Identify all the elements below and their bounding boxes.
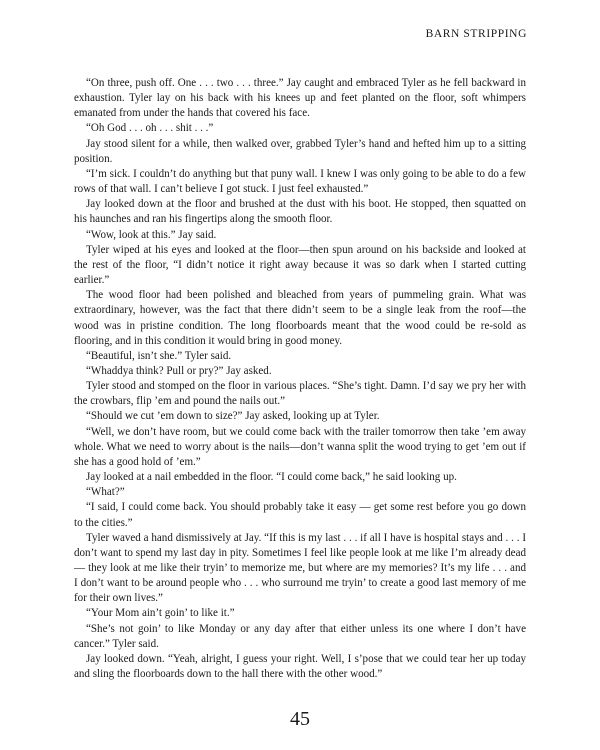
paragraph: “Should we cut ’em down to size?” Jay asked, looking up at Tyler.	[86, 410, 380, 423]
paragraph: “Your Mom ain’t goin’ to like it.”	[86, 607, 235, 620]
paragraph: Jay stood silent for a while, then walked over, grabbed Tyler’s hand and hefted him up to a sitting position.	[74, 137, 526, 165]
paragraph: “Oh God . . . oh . . . shit . . .”	[86, 122, 214, 135]
paragraph: Tyler wiped at his eyes and looked at the floor—then spun around on his backside and looked at the rest of the floor, “I didn’t notice it right away because it was so dark when I started cutting earlier.”	[74, 243, 526, 287]
paragraph: “Whaddya think? Pull or pry?” Jay asked.	[86, 364, 272, 377]
paragraph: Jay looked down. “Yeah, alright, I guess your right. Well, I s’pose that we could tear her up today and sling the floorboards down to the hall there with the other wood.”	[74, 652, 526, 681]
paragraph: The wood floor had been polished and bleached from years of pummeling grain. What was extraordinary, however, was the fact that there didn’t seem to be a single leak from the roof—the wood was in pristine condition. The long floorboards meant that the wood could be re-sold as flooring, and in this condition it would bring in good money.	[74, 289, 526, 347]
paragraph: “Beautiful, isn’t she.” Tyler said.	[86, 349, 232, 362]
paragraph: Tyler stood and stomped on the floor in various places. “She’s tight. Damn. I’d say we pry her with the crowbars, flip ’em and pound the nails out.”	[74, 380, 526, 408]
page-number: 45	[290, 708, 310, 730]
paragraph: “Wow, look at this.” Jay said.	[86, 228, 217, 241]
body-text	[74, 76, 526, 682]
paragraph: Jay looked down at the floor and brushed at the dust with his boot. He stopped, then squatted on his haunches and ran his fingertips along the smooth floor.	[74, 198, 526, 226]
paragraph: Tyler waved a hand dismissively at Jay. “If this is my last . . . if all I have is hospital stays and . . . I don’t want to spend my last day in pity. Sometimes I feel like people look at me like I’m already dead — they look at me like their tryin’ to memorize me, but where are my memories? It’s my life . . . and I don’t want to be around people who . . . who surround me tryin’ to create a good last memory of me for their own lives.”	[74, 531, 526, 605]
paragraph: Jay looked at a nail embedded in the floor. “I could come back,” he said looking up.	[86, 471, 457, 484]
paragraph: “I’m sick. I couldn’t do anything but that puny wall. I knew I was only going to be able to do a few rows of that wall. I can’t believe I got stuck. I just feel exhausted.”	[74, 167, 526, 196]
paragraph: “Well, we don’t have room, but we could come back with the trailer tomorrow then take ’em away whole. What we need to worry about is the nails—don’t wanna split the wood trying to get ’em out if she has a good hold of ’em.”	[74, 425, 526, 468]
paragraph: “On three, push off. One . . . two . . . three.” Jay caught and embraced Tyler as he fell backward in exhaustion. Tyler lay on his back with his knees up and feet planted on the floor, soft whimpers emanated from under the hands that covered his face.	[74, 77, 526, 120]
running-head: BARN STRIPPING	[425, 28, 527, 40]
paragraph: “She’s not goin’ to like Monday or any day after that either unless its one where I don’t have cancer.” Tyler said.	[74, 622, 526, 650]
paragraph: “What?”	[86, 486, 125, 499]
paragraph: “I said, I could come back. You should probably take it easy — get some rest before you go down to the cities.”	[74, 501, 526, 529]
